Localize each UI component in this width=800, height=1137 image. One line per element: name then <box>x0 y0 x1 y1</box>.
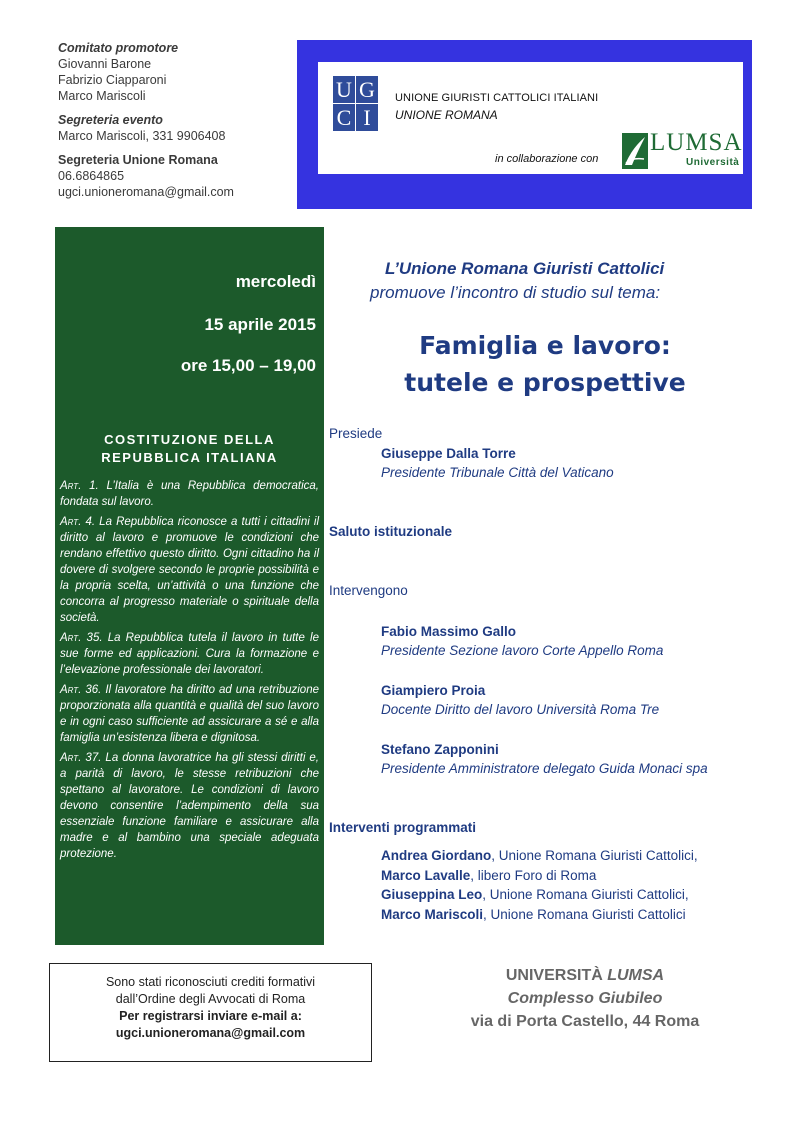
president-entry: Giuseppe Dalla Torre Presidente Tribunale Città del Vaticano <box>381 446 614 480</box>
registration-email[interactable]: ugci.unioneromana@gmail.com <box>115 1026 306 1040</box>
intro-subtitle: promuove l’incontro di studio sul tema: <box>370 283 661 302</box>
article-paragraph: Art. 1. L’Italia è una Repubblica democratica, fondata sul lavoro. <box>60 480 319 508</box>
intro-organizer: L’Unione Romana Giuristi Cattolici <box>385 259 665 278</box>
venue-complex: Complesso Giubileo <box>507 990 663 1007</box>
lumsa-leaf-icon <box>622 133 648 169</box>
lumsa-name: LUMSA <box>650 129 743 156</box>
lumsa-logo <box>622 129 743 171</box>
venue-university: UNIVERSITÀ LUMSA <box>505 967 665 984</box>
speaker-entry: Giampiero Proia Docente Diritto del lavoro Università Roma Tre <box>381 683 660 717</box>
event-title: Famiglia e lavoro: tutele e prospettive <box>404 331 686 397</box>
credits-box: Sono stati riconosciuti crediti formativi dall’Ordine degli Avvocati di Roma Per registrarsi inviare e-mail a: ugci.unioneromana@gmail.com <box>49 963 372 1062</box>
speaker-entry: Stefano Zapponini Presidente Amministratore delegato Guida Monaci spa <box>381 742 708 776</box>
venue-block <box>430 964 740 1033</box>
committee-member: Giovanni Barone <box>58 57 152 71</box>
event-date: 15 aprile 2015 <box>204 315 316 334</box>
programmed-label: Interventi programmati <box>329 820 477 835</box>
committee-member: Marco Mariscoli <box>58 89 146 103</box>
venue-address: via di Porta Castello, 44 Roma <box>470 1013 700 1030</box>
collaboration-label: in collaborazione con <box>495 153 599 165</box>
constitution-articles <box>60 478 319 866</box>
list-item: Marco Mariscoli, Unione Romana Giuristi Cattolici <box>381 906 686 922</box>
union-email[interactable]: ugci.unioneromana@gmail.com <box>58 185 234 199</box>
ugci-logo: U G C I <box>333 76 378 131</box>
saluto-label: Saluto istituzionale <box>329 524 453 539</box>
event-time: ore 15,00 – 19,00 <box>180 356 316 375</box>
org-name: UNIONE GIURISTI CATTOLICI ITALIANI <box>395 92 599 104</box>
speaker-entry: Fabio Massimo Gallo Presidente Sezione lavoro Corte Appello Roma <box>381 624 664 658</box>
event-secretary-label: Segreteria evento <box>58 113 163 127</box>
union-secretary-label: Segreteria Unione Romana <box>58 153 218 167</box>
article-paragraph: Art. 36. Il lavoratore ha diritto ad una retribuzione proporzionata alla quantità e qualità del suo lavoro e in ogni caso sufficiente ad assicurare a sé e alla famiglia un’esistenza libera e dignitosa. <box>60 684 319 744</box>
article-paragraph: Art. 35. La Repubblica tutela il lavoro in tutte le sue forme ed applicazioni. Cura la formazione e l’elevazione professionale dei lavoratori. <box>60 632 319 676</box>
intervengono-label: Intervengono <box>329 583 408 598</box>
constitution-title: COSTITUZIONE DELLA REPUBBLICA ITALIANA <box>101 432 278 465</box>
committee-member: Fabrizio Ciapparoni <box>58 73 167 87</box>
article-paragraph: Art. 4. La Repubblica riconosce a tutti i cittadini il diritto al lavoro e promuove le condizioni che rendano effettivo questo diritto. Ogni cittadino ha il dovere di svolgere secondo le proprie possibilità e la propria scelta, un’attività o una funzione che concorra al progresso materiale o spirituale della società. <box>60 516 319 624</box>
article-paragraph: Art. 37. La donna lavoratrice ha gli stessi diritti e, a parità di lavoro, le stesse retribuzioni che spettano al lavoratore. Le condizioni di lavoro devono consentire l’adempimento della sua essenziale funzione familiare e assicurare alla madre e al bambino una speciale adeguata protezione. <box>60 752 319 860</box>
event-weekday: mercoledì <box>235 272 316 291</box>
list-item: Giuseppina Leo, Unione Romana Giuristi Cattolici, <box>381 887 689 902</box>
presiede-label: Presiede <box>329 426 383 441</box>
list-item: Marco Lavalle, libero Foro di Roma <box>381 867 597 883</box>
event-secretary: Marco Mariscoli, 331 9906408 <box>58 129 226 143</box>
committee-label: Comitato promotore <box>58 41 179 55</box>
org-subtitle: UNIONE ROMANA <box>395 108 498 122</box>
committee-block <box>58 40 293 200</box>
list-item: Andrea Giordano, Unione Romana Giuristi Cattolici, <box>381 848 698 863</box>
union-phone: 06.6864865 <box>58 169 125 183</box>
lumsa-subtitle: Università <box>686 157 740 168</box>
constitution-panel <box>55 227 324 945</box>
programmed-list <box>381 846 698 924</box>
